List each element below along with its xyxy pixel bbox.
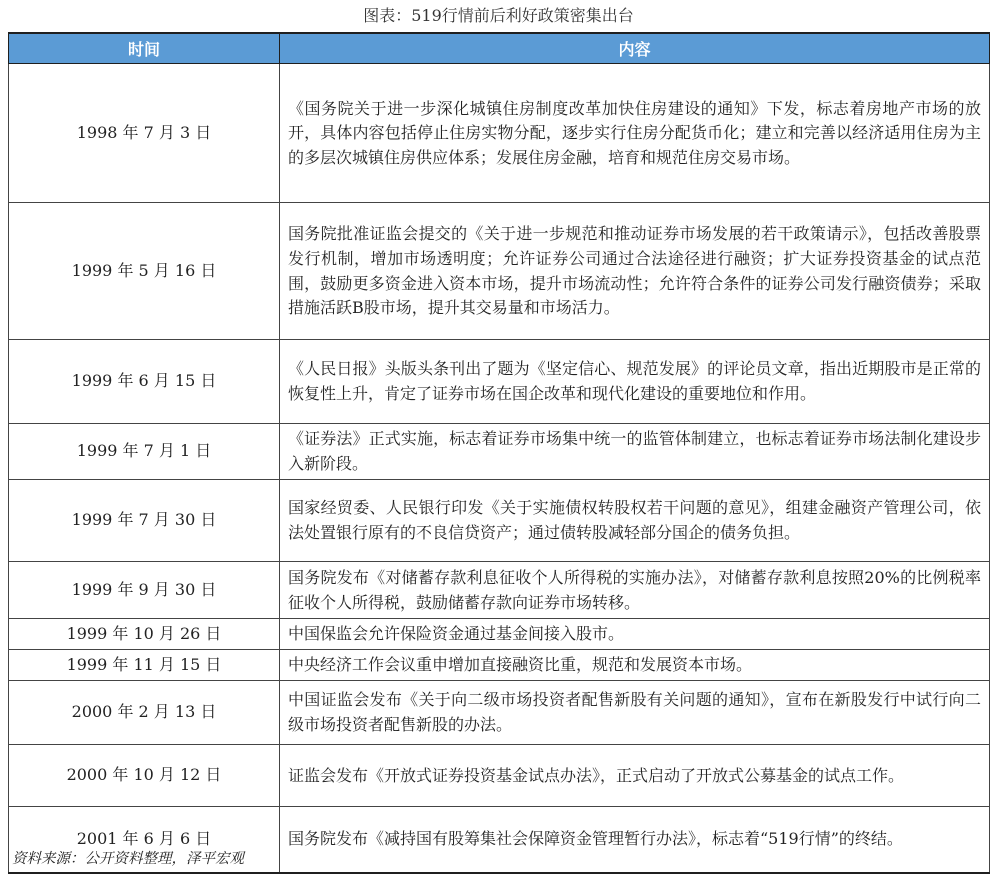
- row-content: 国务院批准证监会提交的《关于进一步规范和推动证券市场发展的若干政策请示》，包括改善股票发行机制，增加市场透明度；允许证券公司通过合法途径进行融资；扩大证券投资基金的试点范围，鼓励更多资金进入资本市场，提升市场流动性；允许符合条件的证券公司发行融资债券；采取措施活跃B股市场，提升其交易量和市场活力。: [280, 203, 990, 340]
- row-content: 《证券法》正式实施，标志着证券市场集中统一的监管体制建立，也标志着证券市场法制化建设步入新阶段。: [280, 424, 990, 480]
- row-date: 1999 年 9 月 30 日: [9, 562, 280, 619]
- table-row: [9, 650, 990, 681]
- table-row: [9, 64, 990, 203]
- table-row: [9, 203, 990, 340]
- row-content: 《国务院关于进一步深化城镇住房制度改革加快住房建设的通知》下发，标志着房地产市场的放开，具体内容包括停止住房实物分配，逐步实行住房分配货币化；建立和完善以经济适用住房为主的多层次城镇住房供应体系；发展住房金融，培育和规范住房交易市场。: [280, 64, 990, 203]
- row-date: 2000 年 2 月 13 日: [9, 681, 280, 745]
- table-row: [9, 562, 990, 619]
- row-date: 1999 年 7 月 1 日: [9, 424, 280, 480]
- row-date: 1999 年 7 月 30 日: [9, 480, 280, 562]
- row-content: 中国证监会发布《关于向二级市场投资者配售新股有关问题的通知》，宣布在新股发行中试行向二级市场投资者配售新股的办法。: [280, 681, 990, 745]
- row-content: 证监会发布《开放式证券投资基金试点办法》，正式启动了开放式公募基金的试点工作。: [280, 745, 990, 807]
- row-content: 国务院发布《减持国有股筹集社会保障资金管理暂行办法》，标志着“519行情”的终结。: [280, 807, 990, 873]
- row-content: 中国保监会允许保险资金通过基金间接入股市。: [280, 619, 990, 650]
- header-time: 时间: [9, 33, 280, 64]
- row-date: 1999 年 10 月 26 日: [9, 619, 280, 650]
- row-content: 中央经济工作会议重申增加直接融资比重，规范和发展资本市场。: [280, 650, 990, 681]
- table-row: [9, 480, 990, 562]
- header-content: 内容: [280, 33, 990, 64]
- row-date: 1998 年 7 月 3 日: [9, 64, 280, 203]
- row-date: 1999 年 11 月 15 日: [9, 650, 280, 681]
- table-row: [9, 424, 990, 480]
- table-row: [9, 745, 990, 807]
- table-row: [9, 619, 990, 650]
- row-date: 1999 年 6 月 15 日: [9, 340, 280, 424]
- policy-table: [8, 32, 990, 874]
- row-date: 1999 年 5 月 16 日: [9, 203, 280, 340]
- row-content: 《人民日报》头版头条刊出了题为《坚定信心、规范发展》的评论员文章，指出近期股市是正常的恢复性上升，肯定了证券市场在国企改革和现代化建设的重要地位和作用。: [280, 340, 990, 424]
- table-caption: 图表：519行情前后利好政策密集出台: [363, 6, 634, 25]
- table-row: [9, 340, 990, 424]
- table-row: [9, 681, 990, 745]
- source-note: 资料来源：公开资料整理，泽平宏观: [12, 851, 244, 867]
- row-content: 国务院发布《对储蓄存款利息征收个人所得税的实施办法》，对储蓄存款利息按照20%的比例税率征收个人所得税，鼓励储蓄存款向证券市场转移。: [280, 562, 990, 619]
- row-content: 国家经贸委、人民银行印发《关于实施债权转股权若干问题的意见》，组建金融资产管理公司，依法处置银行原有的不良信贷资产；通过债转股减轻部分国企的债务负担。: [280, 480, 990, 562]
- row-date: 2001 年 6 月 6 日: [9, 807, 280, 873]
- table-header-row: [9, 33, 990, 64]
- row-date: 2000 年 10 月 12 日: [9, 745, 280, 807]
